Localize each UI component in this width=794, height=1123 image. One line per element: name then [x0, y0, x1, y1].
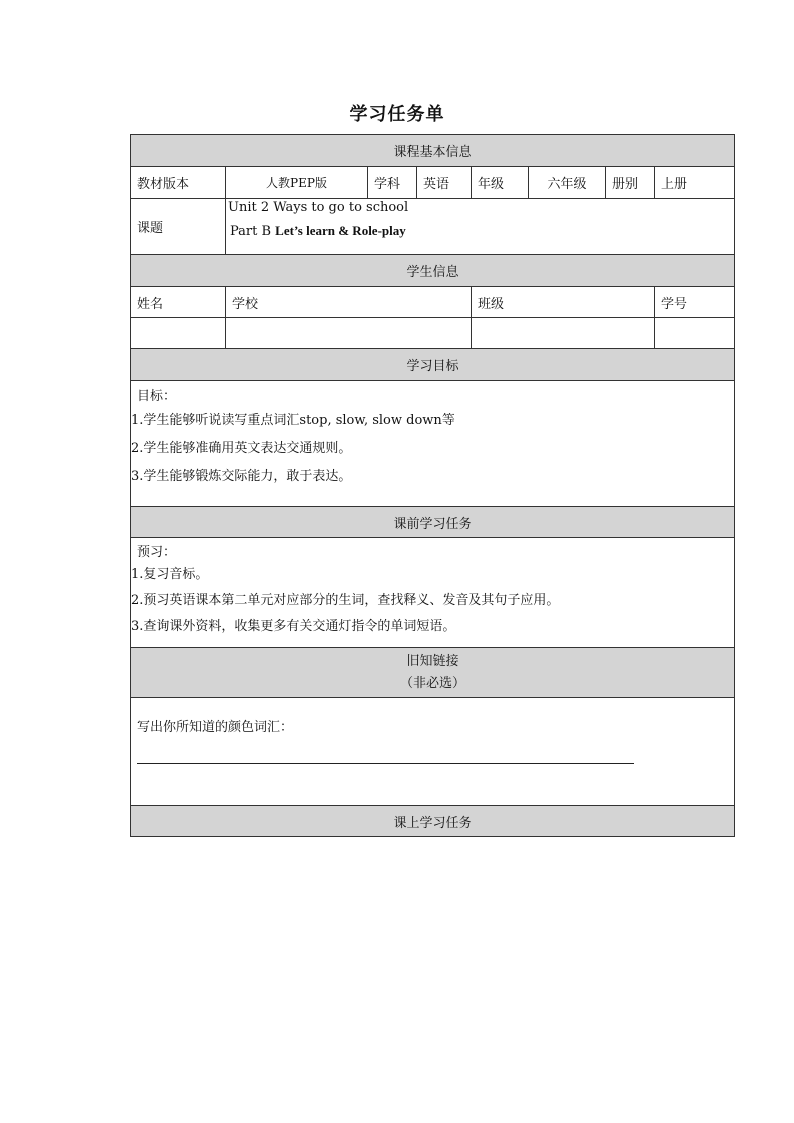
textbook-label: 教材版本 [131, 167, 226, 199]
grade-label: 年级 [472, 167, 529, 199]
topic-line-2 [226, 215, 734, 239]
id-label: 学号 [655, 287, 735, 318]
in-class-header: 课上学习任务 [131, 806, 735, 837]
student-info-header: 学生信息 [131, 255, 735, 287]
task-sheet-table [130, 134, 735, 837]
class-label: 班级 [472, 287, 655, 318]
review-title: 旧知链接 [406, 653, 459, 669]
pre-class-intro: 预习： [137, 545, 177, 560]
topic-line-2-prefix: Part B [230, 224, 276, 239]
volume-value: 上册 [655, 167, 735, 199]
pre-class-item: 3.查询课外资料，收集更多有关交通灯指令的单词短语。 [131, 619, 456, 634]
objectives-header: 学习目标 [131, 349, 735, 381]
grade-value: 六年级 [529, 167, 606, 199]
objective-item: 1.学生能够听说读写重点词汇stop, slow, slow down等 [131, 413, 455, 428]
course-info-header: 课程基本信息 [131, 135, 735, 167]
topic-value [226, 199, 735, 255]
pre-class-item: 1.复习音标。 [131, 567, 209, 582]
name-cell[interactable] [131, 318, 226, 349]
pre-class-item: 2.预习英语课本第二单元对应部分的生词，查找释义、发音及其句子应用。 [131, 593, 560, 608]
subject-value: 英语 [417, 167, 472, 199]
page-title: 学习任务单 [349, 104, 445, 125]
review-body [131, 698, 735, 806]
objective-item: 2.学生能够准确用英文表达交通规则。 [131, 441, 352, 456]
volume-label: 册别 [606, 167, 655, 199]
pre-class-header: 课前学习任务 [131, 507, 735, 538]
objective-item: 3.学生能够锻炼交际能力，敢于表达。 [131, 469, 352, 484]
topic-line-2-bold: Let’s learn & Role-play [275, 223, 406, 238]
id-cell[interactable] [655, 318, 735, 349]
class-cell[interactable] [472, 318, 655, 349]
school-label: 学校 [226, 287, 472, 318]
objectives-intro: 目标： [137, 389, 177, 404]
review-prompt: 写出你所知道的颜色词汇： [137, 720, 294, 735]
subject-label: 学科 [368, 167, 417, 199]
textbook-value: 人教PEP版 [226, 167, 368, 199]
review-header [131, 648, 735, 698]
objectives-body [131, 381, 735, 507]
name-label: 姓名 [131, 287, 226, 318]
topic-label: 课题 [131, 199, 226, 255]
school-cell[interactable] [226, 318, 472, 349]
review-subtitle: （非必选） [400, 675, 466, 691]
topic-line-1: Unit 2 Ways to go to school [228, 200, 409, 215]
pre-class-body [131, 538, 735, 648]
answer-line[interactable] [137, 763, 634, 764]
